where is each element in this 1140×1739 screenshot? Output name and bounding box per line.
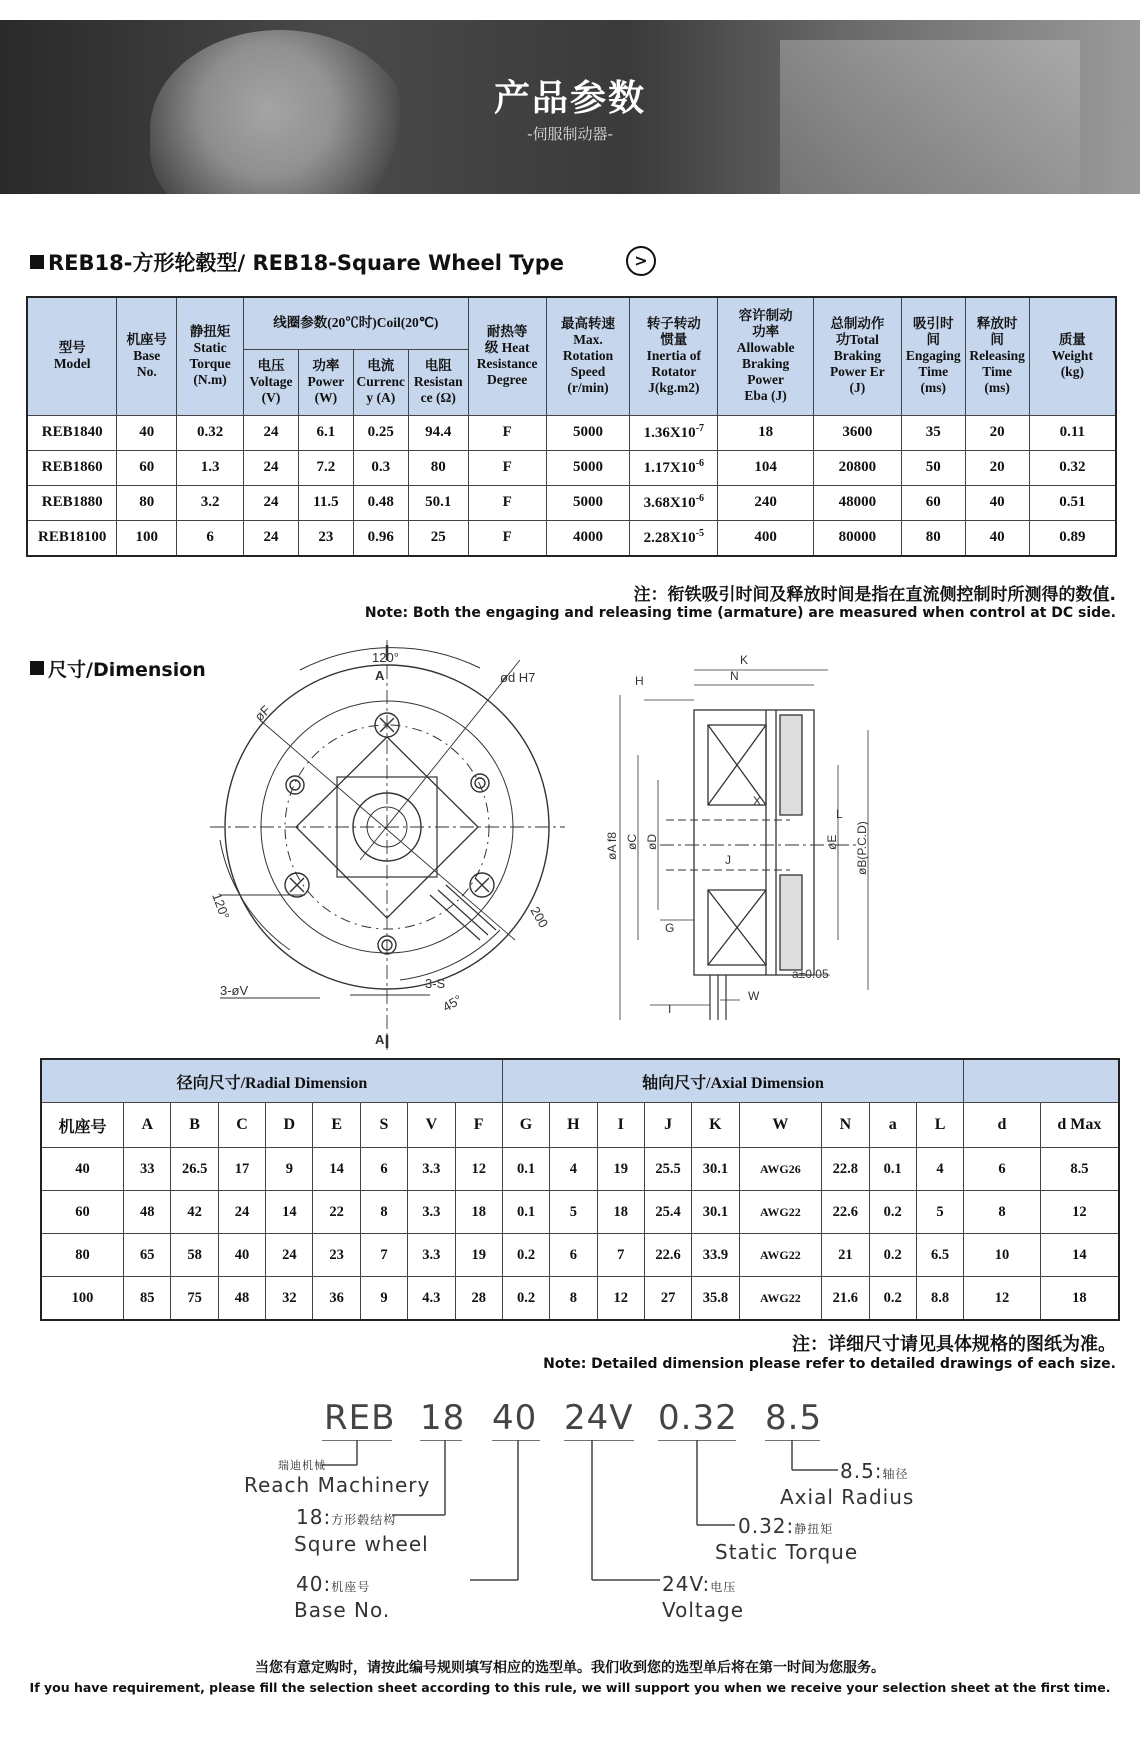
dim-cell: 7 bbox=[597, 1234, 644, 1277]
dim-row bbox=[41, 1277, 1119, 1321]
dim-cell: 14 bbox=[1040, 1234, 1119, 1277]
dim-cell: 4 bbox=[916, 1148, 963, 1191]
dim-row bbox=[41, 1148, 1119, 1191]
header-banner bbox=[0, 20, 1140, 194]
dim-header-cell: V bbox=[408, 1103, 455, 1148]
spec-cell: 23 bbox=[298, 520, 353, 556]
group-radial-dimension: 径向尺寸/Radial Dimension bbox=[41, 1059, 502, 1103]
dim-cell: 0.1 bbox=[869, 1148, 916, 1191]
dim-header-cell: L bbox=[916, 1103, 963, 1148]
base-en-label: Base No. bbox=[294, 1598, 391, 1622]
header-coil-group: 线圈参数(20℃时)Coil(20℃) bbox=[244, 297, 469, 349]
dim-cell: 22.6 bbox=[822, 1191, 869, 1234]
header-engaging: 吸引时 间 Engaging Time (ms) bbox=[901, 297, 965, 415]
dim-cell: 42 bbox=[171, 1191, 218, 1234]
dim-cell: 18 bbox=[597, 1191, 644, 1234]
spec-cell: 1.3 bbox=[177, 450, 244, 485]
spec-cell: 48000 bbox=[814, 485, 902, 520]
spec-cell: F bbox=[468, 520, 546, 556]
page-title: 产品参数 bbox=[493, 78, 646, 119]
header-base: 机座号 Base No. bbox=[117, 297, 177, 415]
dim-cell: 5 bbox=[550, 1191, 597, 1234]
dim-cell: 75 bbox=[171, 1277, 218, 1321]
spec-cell: 24 bbox=[244, 450, 299, 485]
spec-cell: 50 bbox=[901, 450, 965, 485]
spec-cell: 80 bbox=[117, 485, 177, 520]
spec-cell: 6.1 bbox=[298, 415, 353, 450]
spec-cell: 0.25 bbox=[353, 415, 408, 450]
dim-cell: 19 bbox=[597, 1148, 644, 1191]
spec-cell: 24 bbox=[244, 485, 299, 520]
dim-cell: 18 bbox=[455, 1191, 502, 1234]
spec-cell: 3.2 bbox=[177, 485, 244, 520]
dim-cell: 21.6 bbox=[822, 1277, 869, 1321]
code-connector-lines bbox=[0, 1440, 1140, 1640]
dim-cell: 8 bbox=[360, 1191, 407, 1234]
spec-cell: REB1860 bbox=[27, 450, 117, 485]
spec-cell: REB1880 bbox=[27, 485, 117, 520]
spec-cell: 5000 bbox=[546, 485, 630, 520]
dim-row bbox=[41, 1234, 1119, 1277]
dim-cell: 18 bbox=[1040, 1277, 1119, 1321]
header-allowable-power: 容许制动 功率 Allowable Braking Power Eba (J) bbox=[718, 297, 814, 415]
dim-cell: 36 bbox=[313, 1277, 360, 1321]
spec-table bbox=[26, 296, 1117, 557]
spec-row bbox=[27, 485, 1116, 520]
dim-cell: 22.6 bbox=[644, 1234, 691, 1277]
dim-header-cell: H bbox=[550, 1103, 597, 1148]
dim-row bbox=[41, 1191, 1119, 1234]
label-h: H bbox=[635, 674, 644, 688]
note2-cn: 注：详细尺寸请见具体规格的图纸为准。 bbox=[792, 1334, 1116, 1355]
dim-header-cell: C bbox=[218, 1103, 265, 1148]
dim-header-cell: J bbox=[644, 1103, 691, 1148]
label-section-a-bottom: A bbox=[375, 1032, 385, 1047]
dim-cell: 24 bbox=[218, 1191, 265, 1234]
dim-cell: 12 bbox=[597, 1277, 644, 1321]
label-l: L bbox=[836, 807, 843, 821]
spec-cell: 4000 bbox=[546, 520, 630, 556]
spec-cell: 50.1 bbox=[408, 485, 468, 520]
spec-cell: 80000 bbox=[814, 520, 902, 556]
dim-cell: AWG22 bbox=[739, 1277, 822, 1321]
dim-cell: 3.3 bbox=[408, 1191, 455, 1234]
spec-cell: 60 bbox=[901, 485, 965, 520]
dim-cell: 8.5 bbox=[1040, 1148, 1119, 1191]
spec-cell: 0.48 bbox=[353, 485, 408, 520]
square-bullet-icon bbox=[30, 255, 44, 269]
spec-row bbox=[27, 520, 1116, 556]
spec-cell: F bbox=[468, 485, 546, 520]
dim-cell: 58 bbox=[171, 1234, 218, 1277]
dim-cell: 8.8 bbox=[916, 1277, 963, 1321]
dim-header-cell: K bbox=[692, 1103, 739, 1148]
dim-cell: 25.4 bbox=[644, 1191, 691, 1234]
label-i: I bbox=[668, 1002, 672, 1016]
spec-cell-inertia: $2.28X10^{-5}$ bbox=[630, 520, 718, 556]
spec-cell-inertia: $3.68X10^{-6}$ bbox=[630, 485, 718, 520]
dim-cell: 8 bbox=[964, 1191, 1041, 1234]
dim-cell: 12 bbox=[1040, 1191, 1119, 1234]
section-title-spec: REB18-方形轮毂型/ REB18-Square Wheel Type bbox=[30, 247, 564, 277]
section-view-drawing bbox=[600, 640, 940, 1020]
header-torque: 静扭矩 Static Torque (N.m) bbox=[177, 297, 244, 415]
spec-cell: 400 bbox=[718, 520, 814, 556]
dim-cell: 3.3 bbox=[408, 1234, 455, 1277]
spec-cell: 24 bbox=[244, 415, 299, 450]
spec-cell: 20800 bbox=[814, 450, 902, 485]
dim-cell: 0.2 bbox=[869, 1277, 916, 1321]
dim-cell: 22.8 bbox=[822, 1148, 869, 1191]
header-model: 型号 Model bbox=[27, 297, 117, 415]
label-phi-a-f8: øA f8 bbox=[605, 831, 619, 860]
dim-cell: 14 bbox=[313, 1148, 360, 1191]
dim-cell: 33.9 bbox=[692, 1234, 739, 1277]
front-view-drawing bbox=[200, 640, 580, 1050]
label-angle-bottom: 45° bbox=[440, 991, 465, 1015]
label-phi-c: øC bbox=[625, 834, 639, 850]
dim-cell: 0.2 bbox=[502, 1277, 549, 1321]
footer-en: If you have requirement, please fill the selection sheet according to this rule, we will support you when we receive your selection sheet at the first time. bbox=[29, 1680, 1111, 1695]
dim-header-cell: S bbox=[360, 1103, 407, 1148]
dim-cell: 27 bbox=[644, 1277, 691, 1321]
dim-cell: 32 bbox=[266, 1277, 313, 1321]
spec-cell: 20 bbox=[965, 415, 1029, 450]
spec-cell: 25 bbox=[408, 520, 468, 556]
label-a-tolerance: a±0.05 bbox=[792, 967, 829, 981]
spec-cell-inertia: $1.36X10^{-7}$ bbox=[630, 415, 718, 450]
dim-cell: 3.3 bbox=[408, 1148, 455, 1191]
spec-cell: F bbox=[468, 450, 546, 485]
label-200: 200 bbox=[527, 904, 552, 931]
torque-cn-label: 0.32:静扭矩 bbox=[738, 1514, 834, 1538]
code-part-40: 40 bbox=[492, 1398, 538, 1438]
label-x: X bbox=[753, 794, 762, 808]
dim-cell: 8 bbox=[550, 1277, 597, 1321]
header-inertia: 转子转动 惯量 Inertia of Rotator J(kg.m2) bbox=[630, 297, 718, 415]
label-phi-f: øF bbox=[251, 702, 274, 725]
voltage-cn-label: 24V:电压 bbox=[662, 1572, 737, 1596]
dim-cell: 5 bbox=[916, 1191, 963, 1234]
spec-cell: 40 bbox=[117, 415, 177, 450]
dim-header-cell: D bbox=[266, 1103, 313, 1148]
dim-cell: 22 bbox=[313, 1191, 360, 1234]
dim-cell: 23 bbox=[313, 1234, 360, 1277]
dim-cell: 6 bbox=[360, 1148, 407, 1191]
dim-cell: 85 bbox=[124, 1277, 171, 1321]
dim-cell: 9 bbox=[266, 1148, 313, 1191]
dimension-table bbox=[40, 1058, 1120, 1321]
squre-cn-label: 18:方形毂结构 bbox=[296, 1505, 397, 1529]
dim-cell: 26.5 bbox=[171, 1148, 218, 1191]
dim-cell: 0.1 bbox=[502, 1148, 549, 1191]
spec-cell: 80 bbox=[408, 450, 468, 485]
dim-cell: 6 bbox=[550, 1234, 597, 1277]
code-part-reb: REB bbox=[324, 1398, 396, 1438]
spec-cell: 80 bbox=[901, 520, 965, 556]
footer-cn: 当您有意定购时，请按此编号规则填写相应的选型单。我们收到您的选型单后将在第一时间为您服务。 bbox=[255, 1660, 885, 1676]
dim-cell: 17 bbox=[218, 1148, 265, 1191]
dim-cell: 24 bbox=[266, 1234, 313, 1277]
header-heat: 耐热等 级 Heat Resistance Degree bbox=[468, 297, 546, 415]
note2-en: Note: Detailed dimension please refer to detailed drawings of each size. bbox=[543, 1356, 1116, 1372]
label-angle-left: 120° bbox=[209, 890, 233, 922]
label-phi-e: øE bbox=[825, 834, 839, 850]
label-j: J bbox=[725, 853, 731, 867]
header-power: 功率 Power (W) bbox=[298, 349, 353, 415]
dim-cell: 80 bbox=[41, 1234, 124, 1277]
dim-header-cell: N bbox=[822, 1103, 869, 1148]
page-subtitle: -伺服制动器- bbox=[527, 125, 613, 143]
dim-header-cell: A bbox=[124, 1103, 171, 1148]
spec-cell: 240 bbox=[718, 485, 814, 520]
label-3-s: 3-S bbox=[425, 976, 446, 991]
spec-cell: 5000 bbox=[546, 415, 630, 450]
spec-cell: 5000 bbox=[546, 450, 630, 485]
squre-en-label: Squre wheel bbox=[294, 1532, 429, 1556]
header-speed: 最高转速 Max. Rotation Speed (r/min) bbox=[546, 297, 630, 415]
code-part-85: 8.5 bbox=[765, 1398, 823, 1438]
header-releasing: 释放时 间 Releasing Time (ms) bbox=[965, 297, 1029, 415]
dim-cell: AWG22 bbox=[739, 1191, 822, 1234]
label-section-a-top: A bbox=[375, 668, 385, 683]
dim-cell: 28 bbox=[455, 1277, 502, 1321]
spec-cell: 0.89 bbox=[1029, 520, 1116, 556]
dim-cell: 30.1 bbox=[692, 1191, 739, 1234]
dim-header-cell: d bbox=[964, 1103, 1041, 1148]
base-cn-label: 40:机座号 bbox=[296, 1572, 371, 1596]
dim-cell: 6.5 bbox=[916, 1234, 963, 1277]
header-resistance: 电阻 Resistan ce (Ω) bbox=[408, 349, 468, 415]
dim-cell: 0.1 bbox=[502, 1191, 549, 1234]
dim-cell: 9 bbox=[360, 1277, 407, 1321]
dim-header-cell: I bbox=[597, 1103, 644, 1148]
dim-cell: AWG26 bbox=[739, 1148, 822, 1191]
spec-row bbox=[27, 450, 1116, 485]
spec-cell: 0.32 bbox=[1029, 450, 1116, 485]
group-shaft bbox=[964, 1059, 1119, 1103]
header-total-power: 总制动作 功Total Braking Power Er (J) bbox=[814, 297, 902, 415]
dim-cell: 0.2 bbox=[869, 1234, 916, 1277]
label-g: G bbox=[665, 921, 675, 935]
spec-cell: 40 bbox=[965, 520, 1029, 556]
dim-header-cell: W bbox=[739, 1103, 822, 1148]
dim-cell: 0.2 bbox=[502, 1234, 549, 1277]
spec-cell: 18 bbox=[718, 415, 814, 450]
spec-cell: 24 bbox=[244, 520, 299, 556]
spec-cell: 20 bbox=[965, 450, 1029, 485]
dim-cell: 10 bbox=[964, 1234, 1041, 1277]
dim-header-cell: 机座号 bbox=[41, 1103, 124, 1148]
dim-cell: 7 bbox=[360, 1234, 407, 1277]
header-voltage: 电压 Voltage (V) bbox=[244, 349, 299, 415]
dim-cell: 0.2 bbox=[869, 1191, 916, 1234]
spec-cell: 0.51 bbox=[1029, 485, 1116, 520]
label-3-phi-v: 3-øV bbox=[220, 983, 249, 998]
dim-cell: 12 bbox=[455, 1148, 502, 1191]
spec-cell: 0.11 bbox=[1029, 415, 1116, 450]
spec-cell: REB18100 bbox=[27, 520, 117, 556]
reach-cn-label: 瑞迪机械 bbox=[278, 1459, 326, 1472]
dim-cell: 65 bbox=[124, 1234, 171, 1277]
spec-cell: 7.2 bbox=[298, 450, 353, 485]
header-weight: 质量 Weight (kg) bbox=[1029, 297, 1116, 415]
note-en: Note: Both the engaging and releasing time (armature) are measured when control at DC side. bbox=[364, 605, 1116, 621]
dim-cell: 40 bbox=[41, 1148, 124, 1191]
dim-header-cell: d Max bbox=[1040, 1103, 1119, 1148]
dim-cell: 19 bbox=[455, 1234, 502, 1277]
label-n: N bbox=[730, 669, 739, 683]
dim-cell: 12 bbox=[964, 1277, 1041, 1321]
spec-cell: 0.96 bbox=[353, 520, 408, 556]
dim-cell: 21 bbox=[822, 1234, 869, 1277]
group-axial-dimension: 轴向尺寸/Axial Dimension bbox=[502, 1059, 963, 1103]
dim-cell: 4 bbox=[550, 1148, 597, 1191]
spec-cell: 100 bbox=[117, 520, 177, 556]
code-part-032: 0.32 bbox=[658, 1398, 738, 1438]
spec-cell: 3600 bbox=[814, 415, 902, 450]
section-title-dimension: 尺寸/Dimension bbox=[30, 655, 206, 682]
spec-cell: 40 bbox=[965, 485, 1029, 520]
label-w: W bbox=[748, 989, 760, 1003]
dim-cell: 40 bbox=[218, 1234, 265, 1277]
dim-cell: 35.8 bbox=[692, 1277, 739, 1321]
spec-row bbox=[27, 415, 1116, 450]
label-phi-d: øD bbox=[645, 834, 659, 850]
spec-cell: 11.5 bbox=[298, 485, 353, 520]
note-cn: 注：衔铁吸引时间及释放时间是指在直流侧控制时所测得的数值. bbox=[633, 585, 1116, 605]
header-current: 电流 Currenc y (A) bbox=[353, 349, 408, 415]
dim-header-cell: G bbox=[502, 1103, 549, 1148]
dim-header-cell: E bbox=[313, 1103, 360, 1148]
dim-cell: 30.1 bbox=[692, 1148, 739, 1191]
radius-cn-label: 8.5:轴径 bbox=[840, 1459, 909, 1483]
dim-cell: AWG22 bbox=[739, 1234, 822, 1277]
spec-cell: 0.3 bbox=[353, 450, 408, 485]
voltage-en-label: Voltage bbox=[662, 1598, 745, 1622]
code-part-18: 18 bbox=[420, 1398, 466, 1438]
dim-header-cell: B bbox=[171, 1103, 218, 1148]
code-part-24v: 24V bbox=[564, 1398, 634, 1438]
dim-cell: 60 bbox=[41, 1191, 124, 1234]
dim-cell: 4.3 bbox=[408, 1277, 455, 1321]
spec-cell: 60 bbox=[117, 450, 177, 485]
spec-cell: REB1840 bbox=[27, 415, 117, 450]
spec-cell: F bbox=[468, 415, 546, 450]
dim-cell: 48 bbox=[124, 1191, 171, 1234]
spec-cell: 94.4 bbox=[408, 415, 468, 450]
label-angle-top: 120° bbox=[372, 650, 399, 665]
label-phi-b-pcd: øB(P.C.D) bbox=[855, 821, 869, 875]
label-k: K bbox=[740, 653, 749, 667]
torque-en-label: Static Torque bbox=[715, 1540, 859, 1564]
dim-header-cell: F bbox=[455, 1103, 502, 1148]
dim-cell: 25.5 bbox=[644, 1148, 691, 1191]
radius-en-label: Axial Radius bbox=[780, 1485, 915, 1509]
label-phi-d-h7: ød H7 bbox=[500, 670, 536, 685]
circle-arrow-right-icon: > bbox=[626, 246, 656, 276]
square-bullet-icon bbox=[30, 661, 44, 675]
spec-cell: 35 bbox=[901, 415, 965, 450]
spec-cell: 0.32 bbox=[177, 415, 244, 450]
dim-cell: 48 bbox=[218, 1277, 265, 1321]
dim-header-cell: a bbox=[869, 1103, 916, 1148]
dim-cell: 14 bbox=[266, 1191, 313, 1234]
reach-en-label: Reach Machinery bbox=[244, 1473, 431, 1497]
spec-cell: 6 bbox=[177, 520, 244, 556]
dim-cell: 6 bbox=[964, 1148, 1041, 1191]
spec-cell: 104 bbox=[718, 450, 814, 485]
dim-cell: 33 bbox=[124, 1148, 171, 1191]
spec-cell-inertia: $1.17X10^{-6}$ bbox=[630, 450, 718, 485]
dim-cell: 100 bbox=[41, 1277, 124, 1321]
